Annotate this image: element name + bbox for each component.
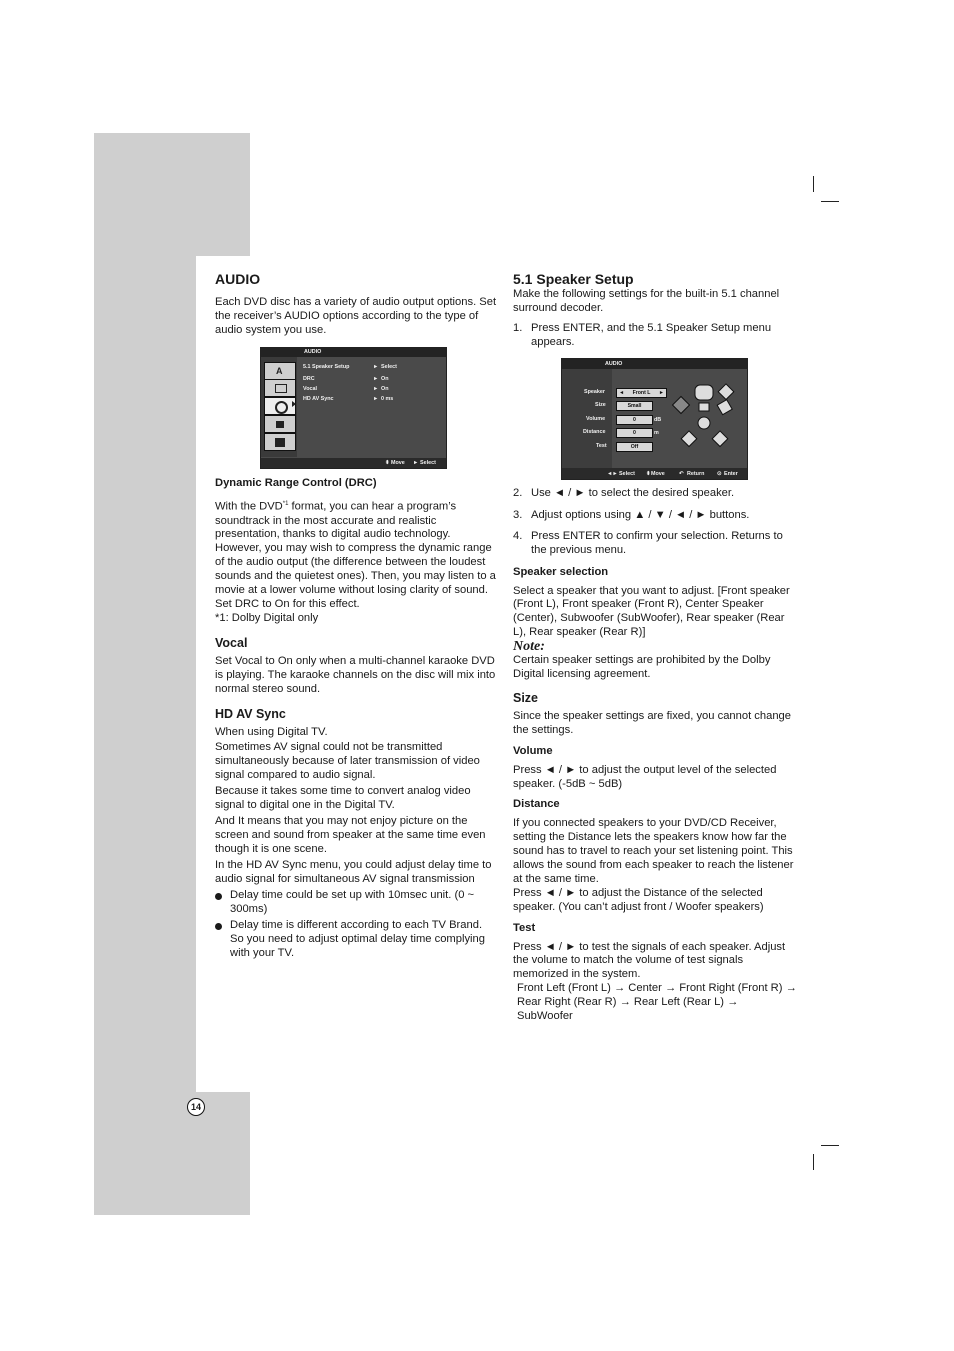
step-text: Adjust options using ▲ / ▼ / ◄ / ► buttons. (531, 508, 750, 521)
menu-row-value: 0 ms (381, 396, 394, 402)
right-column (513, 271, 797, 350)
volume-unit: dB (654, 417, 662, 423)
drc-footnote: *1: Dolby Digital only (215, 611, 319, 624)
arrow-left-icon: ◄ (619, 390, 625, 396)
distance-heading: Distance (513, 798, 560, 811)
step-item (513, 530, 797, 558)
menu-row-value: Select (381, 364, 397, 370)
menu-row-label[interactable]: DRC (303, 376, 315, 382)
hdav-p3: Because it takes some time to convert analog video signal to digital one in the Digital TV. (215, 785, 471, 812)
volume-body: Press ◄ / ► to adjust the output level of the selected speaker. (-5dB ~ 5dB) (513, 763, 777, 790)
setting-label: Distance (583, 429, 606, 435)
margin-band-bottom (94, 1092, 250, 1215)
step-item (513, 487, 797, 501)
step-number: 2. (513, 487, 523, 499)
front-right-speaker-icon (718, 384, 734, 400)
arrow-right-icon: ► (413, 460, 419, 466)
step-text: Press ENTER, and the 5.1 Speaker Setup menu appears. (531, 321, 772, 348)
bullet-dot (215, 893, 222, 900)
arrow-right-icon: ► (373, 386, 379, 392)
speaker-value: Front L (632, 390, 651, 396)
speaker-diagram-svg (670, 381, 742, 451)
arrow-right-icon: ► (373, 364, 379, 370)
speaker-select[interactable] (616, 388, 667, 398)
listener-icon (698, 417, 710, 429)
rear-speaker-icon (712, 431, 728, 447)
volume-field[interactable]: 0 (616, 415, 653, 425)
note-heading: Note: (513, 639, 545, 655)
menu-row-value: On (381, 376, 389, 382)
step-number: 1. (513, 321, 523, 334)
arrow-right-icon: ► (658, 390, 664, 396)
hdav-heading: HD AV Sync (215, 706, 286, 721)
note-body: Certain speaker settings are prohibited by the Dolby Digital licensing agreement. (513, 654, 771, 680)
step-text: Use ◄ / ► to select the desired speaker. (531, 487, 735, 499)
size-field[interactable]: Small (616, 401, 653, 411)
audio-heading: AUDIO (215, 271, 261, 287)
distance-body-1: If you connected speakers to your DVD/CD Receiver, setting the Distance lets the speakers know how far the sound has to travel to reach your set listening point. This allows the sound from each speaker to reach the listener at the same time. (513, 817, 794, 885)
speaker-setup-screen (561, 358, 748, 480)
menu-row-value: On (381, 386, 389, 392)
crop-mark (821, 201, 839, 202)
crop-mark (813, 176, 814, 192)
center-speaker-icon (695, 385, 713, 400)
audio-intro: Each DVD disc has a variety of audio output options. Set the receiver’s AUDIO options according to the type of audio system you use. (215, 296, 497, 336)
up-down-icon: ⬍ (646, 471, 651, 477)
right-column-body (513, 487, 797, 1024)
footer-select: Select (420, 460, 436, 466)
margin-band-left (94, 256, 196, 1092)
bullet-text: Delay time could be set up with 10msec unit. (0 ~ 300ms) (230, 889, 475, 916)
speaker-selection-heading: Speaker selection (513, 565, 609, 578)
footer-return: Return (687, 471, 705, 477)
speaker-layout-diagram (670, 381, 742, 451)
size-body: Since the speaker settings are fixed, you cannot change the settings. (513, 709, 791, 736)
footnote-marker: *1 (282, 500, 289, 507)
footer-move: Move (651, 471, 665, 477)
audio-menu-screen (260, 347, 447, 469)
setting-label: Speaker (584, 389, 605, 395)
arrow-right-icon: ► (373, 396, 379, 402)
footer-move: Move (391, 460, 405, 466)
return-icon: ↶ (679, 471, 684, 477)
page-number: 14 (187, 1098, 205, 1116)
menu-row-label[interactable]: Vocal (303, 386, 317, 392)
step-text: Press ENTER to confirm your selection. Returns to the previous menu. (531, 529, 783, 556)
subwoofer-icon (699, 403, 709, 411)
tv-icon[interactable] (264, 379, 296, 397)
rear-right-speaker-icon (717, 400, 732, 415)
margin-band-top (94, 133, 250, 256)
rear-left-speaker-icon (681, 431, 697, 447)
setting-label: Size (595, 402, 606, 408)
menu-title-bar (261, 348, 446, 357)
lock-icon[interactable] (264, 415, 296, 433)
hdav-p1: When using Digital TV. (215, 725, 328, 738)
setting-label: Volume (586, 416, 606, 422)
left-right-icon: ◄► (607, 471, 618, 477)
bullet-dot (215, 923, 222, 930)
footer-select: Select (619, 471, 635, 477)
step-number: 3. (513, 508, 523, 521)
step-number: 4. (513, 529, 523, 542)
menu-title: AUDIO (605, 361, 623, 367)
step-item (513, 509, 797, 523)
speaker-selection-body: Select a speaker that you want to adjust. [Front speaker (Front L), Front speaker (Front R), Center Speaker (Center), Subwoofer (SubWoofer), Rear speaker (Rear L), Rear speaker (Rear R)] (513, 584, 790, 639)
menu-title: AUDIO (304, 349, 322, 355)
settings-icon[interactable] (264, 433, 296, 451)
bullet-item (215, 889, 498, 917)
hdav-p5: In the HD AV Sync menu, you could adjust delay time to audio signal for simultaneous AV signal transmission (215, 858, 492, 885)
hdav-p2: Sometimes AV signal could not be transmitted simultaneously because of later transmission of video signal compared to audio signal. (215, 741, 480, 782)
distance-body-2: Press ◄ / ► to adjust the Distance of the selected speaker. (You can’t adjust front / Woofer speakers) (513, 886, 764, 913)
test-sequence: Front Left (Front L) → Center → Front Right (Front R) → Rear Right (Rear R) → Rear Left (Rear L) → SubWoofer (517, 982, 797, 1023)
volume-heading: Volume (513, 744, 553, 757)
disc-icon[interactable]: A (264, 362, 296, 380)
test-heading: Test (513, 921, 536, 934)
crop-mark (821, 1145, 839, 1146)
menu-row-label[interactable]: 5.1 Speaker Setup (303, 364, 350, 370)
hdav-p4: And It means that you may not enjoy picture on the screen and sound from speaker at the same time even though it is one scene. (215, 814, 486, 855)
test-field[interactable]: Off (616, 442, 653, 452)
test-body: Press ◄ / ► to test the signals of each speaker. Adjust the volume to match the volume of test signals memorized in the system. (513, 940, 786, 981)
vocal-body: Set Vocal to On only when a multi-channel karaoke DVD is playing. The karaoke channels on the disc will mix into normal stereo sound. (215, 654, 496, 695)
bullet-item (215, 919, 498, 961)
drc-body-rest: format, you can hear a program’s soundtrack in the most accurate and realistic presentation, thanks to digital audio technology. However, you may wish to compress the dynamic range of the audio output (the difference between the loudest sounds and the quietest ones). Then, you may listen to a movie at a lower volume without losing clarity of sound. Set DRC to On for this effect. (215, 500, 496, 610)
arrow-right-icon: ► (373, 376, 379, 382)
menu-title-bar (562, 359, 747, 369)
step-item (513, 322, 797, 350)
drc-heading: Dynamic Range Control (DRC) (215, 477, 377, 489)
setting-label: Test (596, 443, 607, 449)
drc-body-start: With the DVD (215, 500, 283, 513)
footer-enter: Enter (724, 471, 738, 477)
vocal-heading: Vocal (215, 635, 248, 650)
left-column (215, 271, 498, 338)
speaker-setup-intro: Make the following settings for the built-in 5.1 channel surround decoder. (513, 288, 780, 314)
front-left-speaker-icon (673, 397, 690, 414)
drc-body (215, 498, 498, 612)
speaker-setup-heading: 5.1 Speaker Setup (513, 271, 634, 287)
up-down-icon: ⬍ (385, 460, 390, 466)
audio-icon[interactable] (264, 397, 296, 415)
left-column-body (215, 477, 498, 961)
distance-unit: m (654, 430, 659, 436)
size-heading: Size (513, 690, 539, 705)
enter-icon: ⊙ (717, 471, 722, 477)
menu-row-label[interactable]: HD AV Sync (303, 396, 334, 402)
crop-mark (813, 1154, 814, 1170)
bullet-text: Delay time is different according to each TV Brand. So you need to adjust optimal delay time complying with your TV. (230, 919, 485, 960)
distance-field[interactable]: 0 (616, 428, 653, 438)
